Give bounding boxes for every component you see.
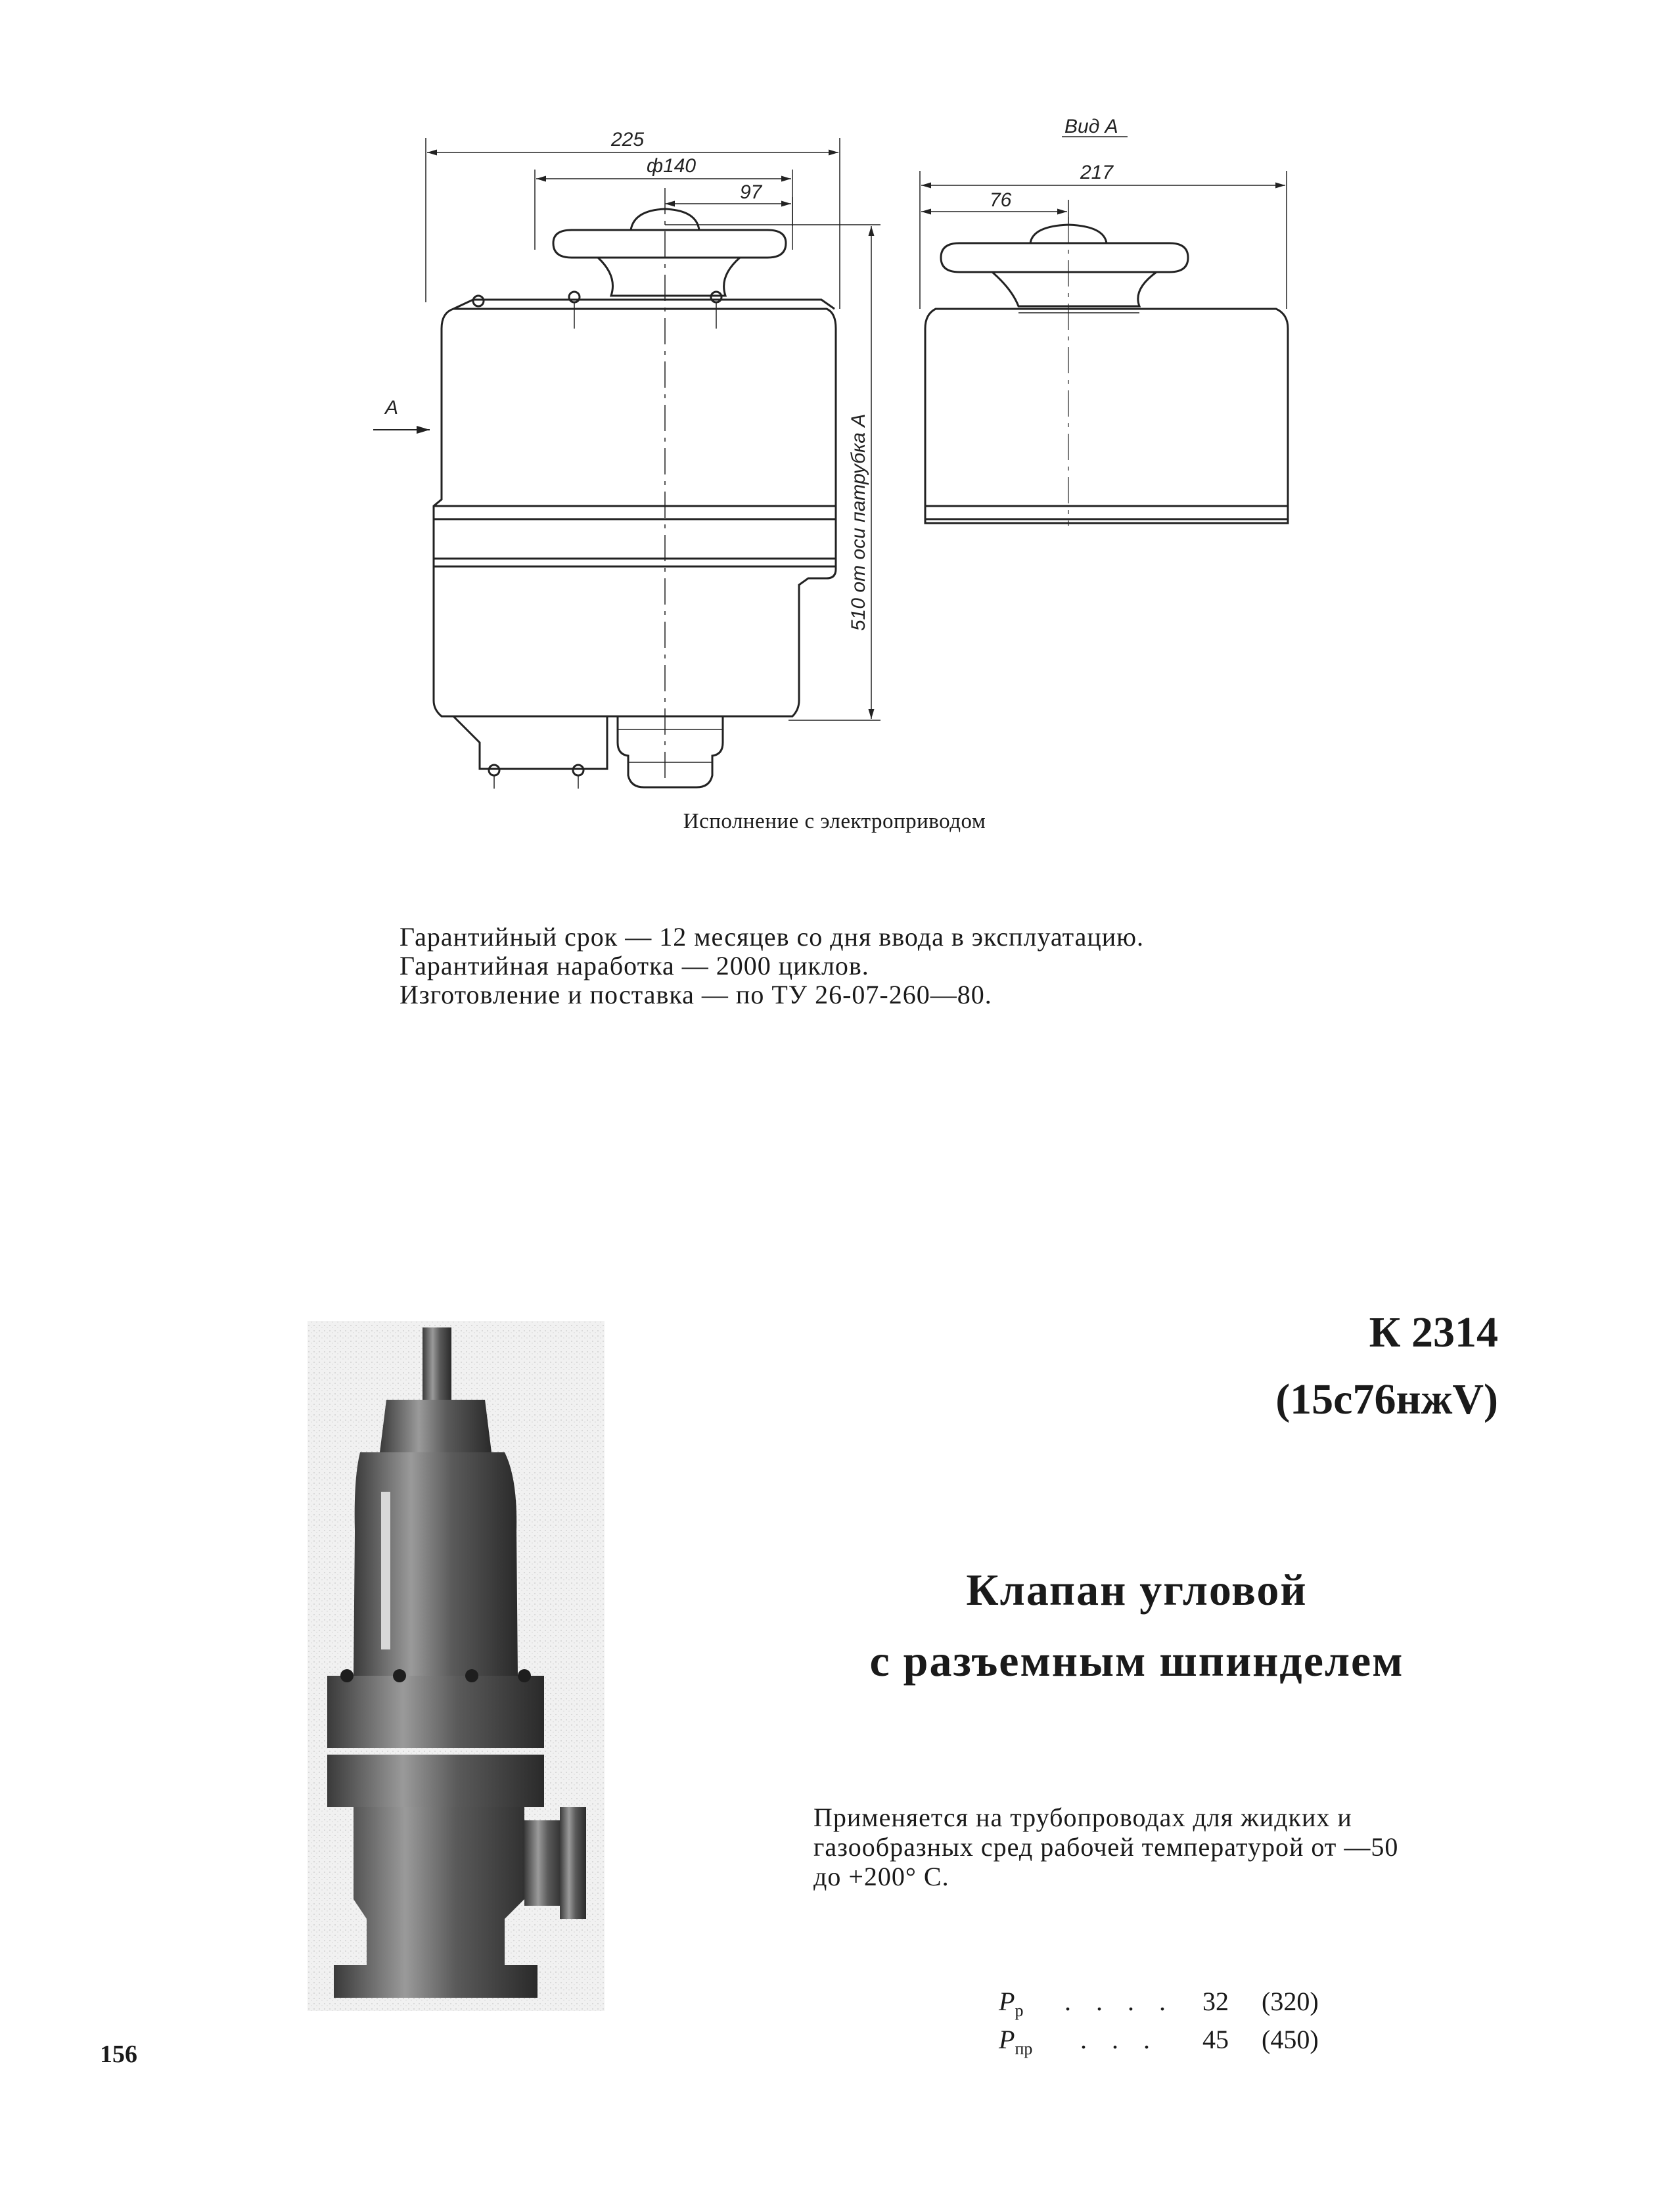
- product-title-line2: с разъемным шпинделем: [869, 1636, 1404, 1686]
- model-code: К 2314: [1369, 1308, 1498, 1356]
- warranty-block: [400, 923, 1144, 1009]
- dim-510-note: 510 от оси патрубка А: [848, 413, 869, 631]
- param-symbol: $P_{пр}$: [999, 2025, 1033, 2058]
- description-line: до +200° С.: [813, 1862, 949, 1891]
- arrow-a-label: А: [385, 397, 399, 419]
- page-number: 156: [100, 2040, 137, 2068]
- param-value: 45: [1202, 2025, 1229, 2054]
- warranty-line: Гарантийная наработка — 2000 циклов.: [400, 951, 869, 980]
- technical-drawing: [0, 0, 1669, 789]
- dim-handwheel-diameter: ф140: [647, 155, 697, 177]
- param-alt-value: (450): [1262, 2025, 1319, 2054]
- leader-dots: . . . .: [1064, 1987, 1175, 2016]
- dim-225: 225: [611, 129, 645, 150]
- leader-dots: . . .: [1064, 2025, 1159, 2054]
- valve-photo: [308, 1308, 605, 2017]
- view-a-label: Вид А: [1064, 116, 1118, 137]
- drawing-caption: Исполнение с электроприводом: [683, 810, 986, 833]
- product-title-line1: Клапан угловой: [966, 1565, 1308, 1615]
- dim-97: 97: [740, 181, 762, 203]
- description-line: Применяется на трубопроводах для жидких и: [813, 1803, 1352, 1832]
- dim-76: 76: [990, 189, 1012, 211]
- param-alt-value: (320): [1262, 1987, 1319, 2016]
- param-symbol: $P_р$: [999, 1987, 1024, 2020]
- description-line: газообразных сред рабочей температурой от —50: [813, 1832, 1399, 1862]
- param-row-working-pressure: [999, 1987, 1319, 2025]
- pressure-params: [999, 1987, 1319, 2063]
- product-description: [813, 1803, 1523, 1891]
- dim-217: 217: [1080, 162, 1114, 183]
- warranty-line: Гарантийный срок — 12 месяцев со дня ввода в эксплуатацию.: [400, 922, 1145, 952]
- model-alt-code: (15с76нжV): [1275, 1375, 1498, 1423]
- warranty-line: Изготовление и поставка — по ТУ 26-07-260—80.: [400, 980, 992, 1009]
- param-value: 32: [1202, 1987, 1229, 2016]
- param-row-test-pressure: [999, 2025, 1319, 2063]
